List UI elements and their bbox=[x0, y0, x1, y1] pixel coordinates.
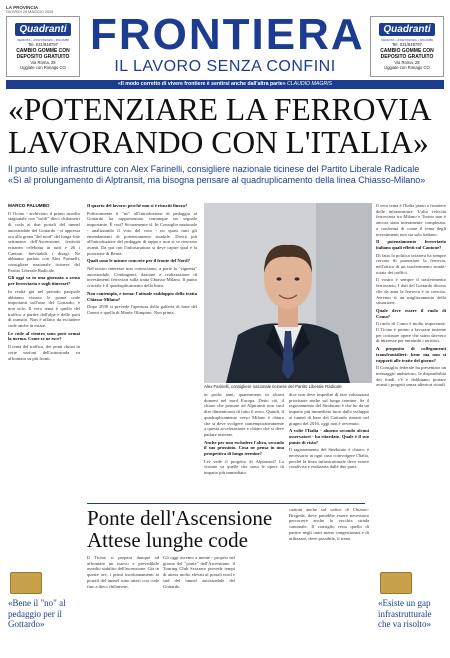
ad-phone: Tel. 031/948797 bbox=[28, 42, 58, 47]
interview-question: Le code al rientro sono però ormai la norma. Come se ne esce? bbox=[8, 330, 80, 342]
article-column-2 bbox=[87, 203, 197, 499]
interview-question: Il potenziamento ferroviario italiano quali effetti sul Cantone? bbox=[376, 239, 446, 250]
portrait-photo bbox=[204, 203, 372, 383]
interview-question: A volte l'Italia - almeno secondo alcuni osservatori - ha ritardato. Quale è il suo punto di vista? bbox=[289, 428, 369, 445]
column-paragraph: Di fatto la politica svizzera ha sempre cercato di potenziare la ferrovia, nell'ottica di un trasferimento strada-rotaia dei traffici. bbox=[376, 252, 446, 275]
interview-question: A proposito di collegamenti transfrontalieri: bene ma non si rapporti alle tratte del giorno? bbox=[376, 346, 446, 363]
column-paragraph: Il vostro è sempre il trasferimento ferroviario. I dati del Gottardo dicono che da anni la ferrovia è in crescita. Avremo sì un miglioramento della situazione. bbox=[376, 277, 446, 306]
ad-brand-tagline: VENDITA • ASSISTENZA • RICAMBI bbox=[17, 38, 69, 42]
column-paragraph: Il ruolo di Como è molto importante. Il Ticino è pronto a lavorare insieme per costruire opere che siano davvero di interesse per entrambi i territori. bbox=[376, 321, 446, 344]
ad-line-1: CAMBIO GOMME CON bbox=[380, 47, 434, 54]
interview-question: Il quarto del lavoro: perché non si è riusciti finora? bbox=[87, 203, 188, 208]
ad-address: Via Roma, 28 bbox=[30, 59, 56, 65]
interview-question: Quali sono le misure concrete per il fronte del Nord? bbox=[87, 258, 190, 264]
standfirst-line-2: «Sì al prolungamento di Alptransit, ma bisogna pensare al quadruplicamento della linea Chiasso-Milano» bbox=[8, 175, 426, 185]
paper-date: GIOVEDÌ 29 MAGGIO 2025 bbox=[6, 10, 54, 14]
motto-author: CLAUDIO MAGRIS bbox=[287, 81, 332, 87]
standfirst-line-1: Il punto sulle infrastrutture con Alex Farinelli, consigliere nazionale ticinese del Partito Liberale Radicale bbox=[8, 164, 420, 174]
portrait-illustration bbox=[204, 203, 372, 383]
ad-brand-tagline: VENDITA • ASSISTENZA • RICAMBI bbox=[381, 38, 433, 42]
section-title: FRONTIERA bbox=[90, 10, 365, 59]
sidebar-column-2 bbox=[163, 555, 235, 653]
ad-location: Uggiate con Ronago CO bbox=[20, 65, 66, 70]
interview-question: Gli oggi va in una giornata a senso per ferroviaria e sugli itinerari? bbox=[8, 275, 80, 287]
column-paragraph: Il vero tema è l'Italia piano a frontiere delle infrastrutture. L'alta velocità ferroviaria tra Milano e Torino non è ancora stata interamente completata, a conferma di come il tema degli investimenti non sia solo italiano. bbox=[376, 203, 446, 237]
interview-question: Anche per non escludere l'altra, secondo il suo prossimo. Cosa ne pensa in una prospettiva di lungo termine? bbox=[204, 439, 284, 457]
column-paragraph: Nel nostro interesse non conosciamo, a parte la "vignetta" autostradale. Contingenti, dazione e realizzazione di investimenti ferroviari sulla tratta Chiasso-Milano. Il punto cruciale è il quadruplicamento della linea. bbox=[87, 266, 197, 289]
article-column-3 bbox=[204, 392, 284, 500]
ad-phone: Tel. 031/948797 bbox=[392, 42, 422, 47]
interview-question: Quale deve essere il ruolo di Como? bbox=[376, 307, 446, 319]
ad-line-2: DEPOSITO GRATUITO bbox=[16, 53, 70, 60]
ad-line-1: CAMBIO GOMME CON bbox=[16, 47, 70, 54]
column-paragraph: In realtà già nel periodo pasquale abbiamo vissuto le prime code importanti sull'asse del Gottardo, e non solo. Il vero tema è quello del traffico a partire dall'alpe e delle parti di transito. Non è affatto da escludere code anche in estate. bbox=[8, 288, 80, 329]
column-paragraph: Il tema del traffico, dei ponti chiusi in certe sezioni dell'autostrada va affrontato su più fronti. bbox=[8, 344, 80, 361]
section-subtitle: IL LAVORO SENZA CONFINI bbox=[114, 58, 336, 75]
column-paragraph: Il Consiglio federale ha presentato un messaggio ambizioso, la disponibilità dei fondi c'è e dobbiamo portare avanti i progetti senza ulteriori ritardi. bbox=[376, 365, 446, 388]
column-paragraph: Il ragionamento del Sindacato è chiaro: è necessario in ogni caso coinvolgere l'Italia, perché la linea infrastrutturale deve essere condivisa e realizzata dalle due parti. bbox=[289, 447, 369, 470]
article-headline: «POTENZIARE LA FERROVIA LAVORANDO CON L'ITALIA» bbox=[8, 92, 430, 160]
interview-question: Non contempla, e torna: l'attuale raddoppio della tratta Chiasso-Milano? bbox=[87, 290, 197, 302]
ad-box-right[interactable] bbox=[370, 16, 444, 77]
ad-brand-logo: Quadranti bbox=[379, 23, 434, 36]
article-standfirst bbox=[8, 164, 444, 186]
stamp-icon bbox=[10, 572, 42, 594]
article-column-6 bbox=[376, 203, 446, 593]
column-paragraph: in pochi anni, quantomeno in alcuni domeni nel nord Europa. Detto ciò, il chiaro che pensare ad Alptransit non vuol dire dimenticarsi di tutto il resto. Quindi, il quadruplicamento verso Milano è chiaro che si deve svolgere contemporaneamente a questa accelerazione e chiaro che si deve parlare insieme. bbox=[204, 392, 284, 437]
sidebar-paragraph: Gli oggi avremo a mente - proprio nel giorno del "ponte" dell'Ascensione, il Touring Club Svizzero prevede tempi di attesa molto elevati ai portali nord e sud del tunnel autostradale del Gottardo. bbox=[163, 555, 235, 589]
ad-box-left[interactable] bbox=[6, 16, 80, 77]
ad-line-2: DEPOSITO GRATUITO bbox=[380, 53, 434, 60]
paper-name: LA PROVINCIA bbox=[6, 5, 39, 10]
sidebar-divider bbox=[87, 503, 365, 504]
sidebar-paragraph: Il Ticino si prepara dunque ad affrontare un nuovo e prevedibile assedio stabilito dell'ascensione. Già in queste ore, i primi incolonnamenti ai portali del tunnel sono attesi con code fino a dieci chilometri. bbox=[87, 555, 159, 589]
ad-location: Uggiate con Ronago CO bbox=[384, 65, 430, 70]
sidebar-title: Ponte dell'Ascensione Attese lunghe code bbox=[87, 506, 273, 552]
column-paragraph: Lei vede il progetto di Alptransit? La visione va quelle che sono le opere di impatto più immediato. bbox=[204, 458, 284, 476]
pull-quote-right: «Esiste un gap infrastrutturale che va risolto» bbox=[378, 598, 432, 629]
pull-quote-left: «Bene il "no" al pedaggio per il Gottardo» bbox=[8, 598, 66, 629]
photo-caption: Alex Farinelli, consigliere nazionale ticinese del Partito Liberale Radicale bbox=[204, 384, 342, 389]
sidebar-column-3 bbox=[289, 507, 369, 653]
column-paragraph: dice non deve impedire di fare valutazioni prioritarie anche sul lungo termine. Se il ragionamento del Sindacato è che ho da un impatto più immediato fuori dallo sviluppo ai tunnel di base del Gottardo rimasti nel giugno del 2016, oggi non è avvenuto. bbox=[289, 392, 369, 426]
stamp-icon bbox=[380, 572, 412, 594]
article-byline: MARCO PALUMBO bbox=[8, 203, 50, 208]
article-column-4 bbox=[289, 392, 369, 500]
column-paragraph: Dopo 2030 si prevede l'apertura della galleria di base del Ceneri e quella di Monte Olimpino. Non prima. bbox=[87, 304, 197, 315]
motto-bar bbox=[6, 80, 444, 89]
motto-text: «Il modo corretto di vivere frontiere è sentirsi anche dall'altra parte» bbox=[118, 81, 286, 87]
column-paragraph: Il Ticino - archiviato il primo assedio stagionale con "solili" dieci chilometri di coda ai due portali del tunnel autostradale del Gottardo - si appresta ora alla grana "del nord" del lunga-fine settimana dell'Ascensione, festività ertranea celebrata in tutti e 26 i Cantoni. Inevitabili i disagi. Ne abbiamo parlato con Alex Farinelli, consigliere nazionale ticinese del Partito Liberale Radicale. bbox=[8, 210, 80, 273]
ad-brand-logo: Quadranti bbox=[15, 23, 70, 36]
column-paragraph: Politicamente il "no" all'introduzione di pedaggio al Gottardo ha rappresentato comunque un segnale importante. È così? Sicuramente sì. In Consiglio nazionale - analizzando il voto del voto - no quasi tutti gli emendamenti di potenziamento stradale. Dovrà più all'introduzione del pedaggio di tappa e non si se riescono avanti. Da qui con l'infrastruttura si deve capire qual è la posizione di Berna. bbox=[87, 210, 197, 256]
ad-address: Via Roma, 28 bbox=[394, 59, 420, 65]
article-column-1 bbox=[8, 203, 80, 593]
sidebar-column-1 bbox=[87, 555, 159, 653]
sidebar-paragraph: cazioni anche sul valico di Chiasso-Brogeda, dove potrebbe essere necessario percorrere anche la vecchia strada cantonale. Il consiglio resta quello di partire negli orari meno congestionati e di utilizzare, dove possibile, il treno. bbox=[289, 507, 369, 541]
